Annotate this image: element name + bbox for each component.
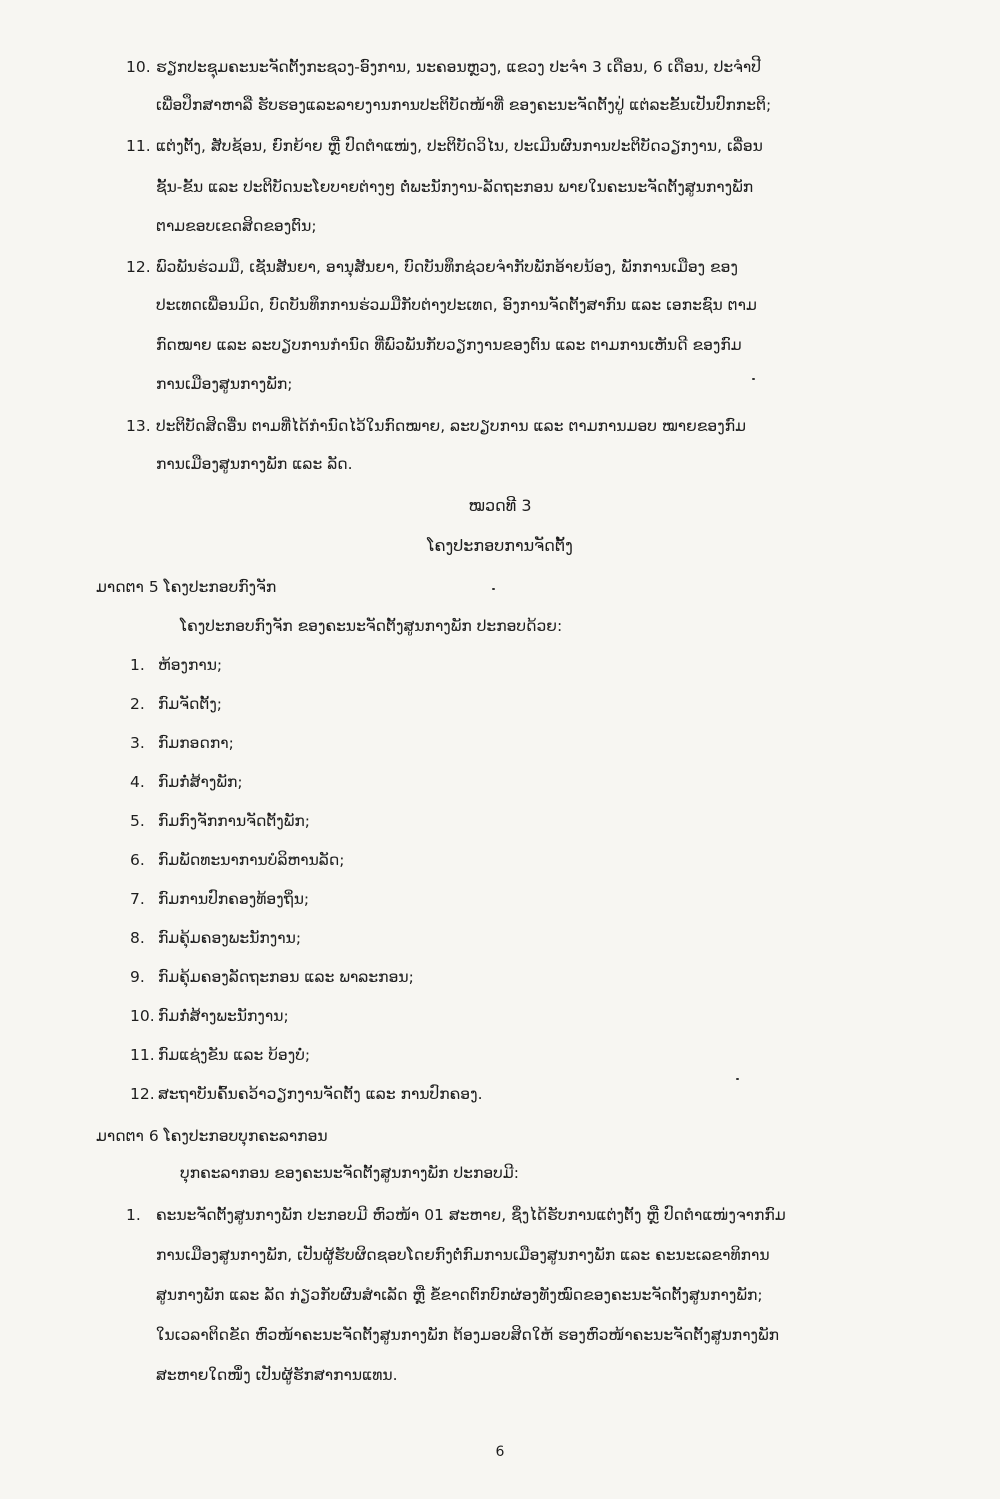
list-item <box>130 734 234 752</box>
item-text: ກົມຄຸ້ມຄອງພະນັກງານ; <box>158 929 302 947</box>
item-number: 2. <box>130 695 145 713</box>
item-text: ກົມແຊ່ງຂັນ ແລະ ບ້ອງບໍ່; <box>158 1046 311 1064</box>
text-line: ສະຫາຍໃດໜຶ່ງ ເປັນຜູ້ຮັກສາການແທນ. <box>156 1366 398 1384</box>
list-item <box>130 1085 483 1103</box>
article-5-title: ມາດຕາ 5 ໂຄງປະກອບກົງຈັກ <box>96 578 277 596</box>
text-line: ແຕ່ງຕັ້ງ, ສັບຊ້ອນ, ຍົກຍ້າຍ ຫຼື ປົດຕຳແໜ່ງ, ປະຕິບັດວິໄນ, ປະເມີນຜົນການປະຕິບັດວຽກງານ, ເລື່ອນ <box>156 137 763 155</box>
item-number: 11. <box>126 137 151 155</box>
chapter-title: ໂຄງປະກອບການຈັດຕັ້ງ <box>427 536 573 555</box>
list-item <box>130 1046 310 1064</box>
text-line: ການເມືອງສູນກາງພັກ; <box>156 375 293 393</box>
text-line: ຕາມຂອບເຂດສິດຂອງຕົນ; <box>156 217 317 235</box>
article-5-intro: ໂຄງປະກອບກົງຈັກ ຂອງຄະນະຈັດຕັ້ງສູນກາງພັກ ປະກອບດ້ວຍ: <box>180 617 563 635</box>
item-number: 3. <box>130 734 145 752</box>
list-item <box>130 968 414 986</box>
item-number: 4. <box>130 773 145 791</box>
item-number: 12. <box>130 1085 155 1103</box>
text-line: ປະຕິບັດສິດອື່ນ ຕາມທີ່ໄດ້ກຳນົດໄວ້ໃນກົດໝາຍ, ລະບຽບການ ແລະ ຕາມການມອບ ໝາຍຂອງກົມ <box>156 417 746 435</box>
text-line: ໃນເວລາຕິດຂັດ ຫົວໜ້າຄະນະຈັດຕັ້ງສູນກາງພັກ ຕ້ອງມອບສິດໃຫ້ ຮອງຫົວໜ້າຄະນະຈັດຕັ້ງສູນກາງພັກ <box>156 1326 780 1344</box>
item-number: 8. <box>130 929 145 947</box>
list-item <box>130 1007 289 1025</box>
list-item <box>130 851 344 869</box>
text-line: ຊັ້ນ-ຂັ້ນ ແລະ ປະຕິບັດນະໂຍບາຍຕ່າງໆ ຕໍ່ພະນັກງານ-ລັດຖະກອນ ພາຍໃນຄະນະຈັດຕັ້ງສູນກາງພັກ <box>156 178 754 196</box>
item-number: 6. <box>130 851 145 869</box>
item-text: ກົມກົງຈັກການຈັດຕັ້ງພັກ; <box>158 812 311 830</box>
list-item <box>130 773 243 791</box>
item-number: 10. <box>130 1007 155 1025</box>
chapter-number: ໝວດທີ 3 <box>468 496 532 515</box>
item-number: 10. <box>126 58 151 76</box>
item-number: 9. <box>130 968 145 986</box>
item-number: 7. <box>130 890 145 908</box>
text-line: ການເມືອງສູນກາງພັກ, ເປັນຜູ້ຮັບຜິດຊອບໂດຍກົງຕໍ່ກົມການເມືອງສູນກາງພັກ ແລະ ຄະນະເລຂາທິການ <box>156 1246 770 1264</box>
item-number: 11. <box>130 1046 155 1064</box>
text-line: ການເມືອງສູນກາງພັກ ແລະ ລັດ. <box>156 455 353 473</box>
text-line: ກົດໝາຍ ແລະ ລະບຽບການກຳນົດ ທີ່ພົວພັນກັບວຽກງານຂອງຕົນ ແລະ ຕາມການເຫັນດີ ຂອງກົມ <box>156 336 742 354</box>
item-text: ກົມພັດທະນາການບໍລິຫານລັດ; <box>158 851 345 869</box>
scan-speck <box>492 588 495 590</box>
text-line: ປະເທດເພື່ອນມິດ, ບົດບັນທຶກການຮ່ວມມືກັບຕ່າງປະເທດ, ອົງການຈັດຕັ້ງສາກົນ ແລະ ເອກະຊົນ ຕາມ <box>156 296 757 314</box>
text-line: ຄະນະຈັດຕັ້ງສູນກາງພັກ ປະກອບມີ ຫົວໜ້າ 01 ສະຫາຍ, ຊຶ່ງໄດ້ຮັບການແຕ່ງຕັ້ງ ຫຼື ປົດຕຳແໜ່ງຈາກກົມ <box>156 1206 786 1224</box>
item-number: 1. <box>130 656 145 674</box>
text-line: ພົວພັນຮ່ວມມື, ເຊັນສັນຍາ, ອານຸສັນຍາ, ບົດບັນທຶກຊ່ວຍຈຳກັບພັກອ້າຍນ້ອງ, ພັກການເມືອງ ຂອງ <box>156 258 738 276</box>
text-line: ຮຽກປະຊຸມຄະນະຈັດຕັ້ງກະຊວງ-ອົງການ, ນະຄອນຫຼວງ, ແຂວງ ປະຈຳ 3 ເດືອນ, 6 ເດືອນ, ປະຈຳປີ <box>156 58 761 76</box>
item-number: 12. <box>126 258 151 276</box>
article-6-intro: ບຸກຄະລາກອນ ຂອງຄະນະຈັດຕັ້ງສູນກາງພັກ ປະກອບມີ: <box>180 1164 519 1182</box>
text-line: ເພື່ອປຶກສາຫາລື ຮັບຮອງແລະລາຍງານການປະຕິບັດໜ້າທີ່ ຂອງຄະນະຈັດຕັ້ງປູ່ ແຕ່ລະຂັ້ນເປັນປົກກະຕິ; <box>156 96 772 114</box>
article-6-title: ມາດຕາ 6 ໂຄງປະກອບບຸກຄະລາກອນ <box>96 1127 328 1145</box>
list-item <box>130 695 222 713</box>
list-item <box>130 656 222 674</box>
item-text: ກົມການປົກຄອງທ້ອງຖິ່ນ; <box>158 890 310 908</box>
scan-speck <box>752 378 755 380</box>
item-number: 5. <box>130 812 145 830</box>
list-item <box>130 929 301 947</box>
item-text: ກົມຄຸ້ມຄອງລັດຖະກອນ ແລະ ພາລະກອນ; <box>158 968 414 986</box>
item-text: ກົມກໍ່ສ້າງພັກ; <box>158 773 243 791</box>
item-number: 1. <box>126 1206 141 1224</box>
item-text: ກົມກໍ່ສ້າງພະນັກງານ; <box>158 1007 289 1025</box>
page-number: 6 <box>495 1444 505 1460</box>
item-text: ກົມຈັດຕັ້ງ; <box>158 695 223 713</box>
item-number: 13. <box>126 417 151 435</box>
item-text: ກົມກອດກາ; <box>158 734 234 752</box>
item-text: ຫ້ອງການ; <box>158 656 223 674</box>
list-item <box>130 890 309 908</box>
item-text: ສະຖາບັນຄົ້ນຄວ້າວຽກງານຈັດຕັ້ງ ແລະ ການປົກຄອງ. <box>158 1085 483 1103</box>
text-line: ສູນກາງພັກ ແລະ ລັດ ກ່ຽວກັບຜົນສຳເລັດ ຫຼື ຂໍ້ຂາດຕົກບົກຜ່ອງທັງໝົດຂອງຄະນະຈັດຕັ້ງສູນກາງພັກ; <box>156 1286 763 1304</box>
scan-speck <box>736 1078 739 1080</box>
list-item <box>130 812 310 830</box>
